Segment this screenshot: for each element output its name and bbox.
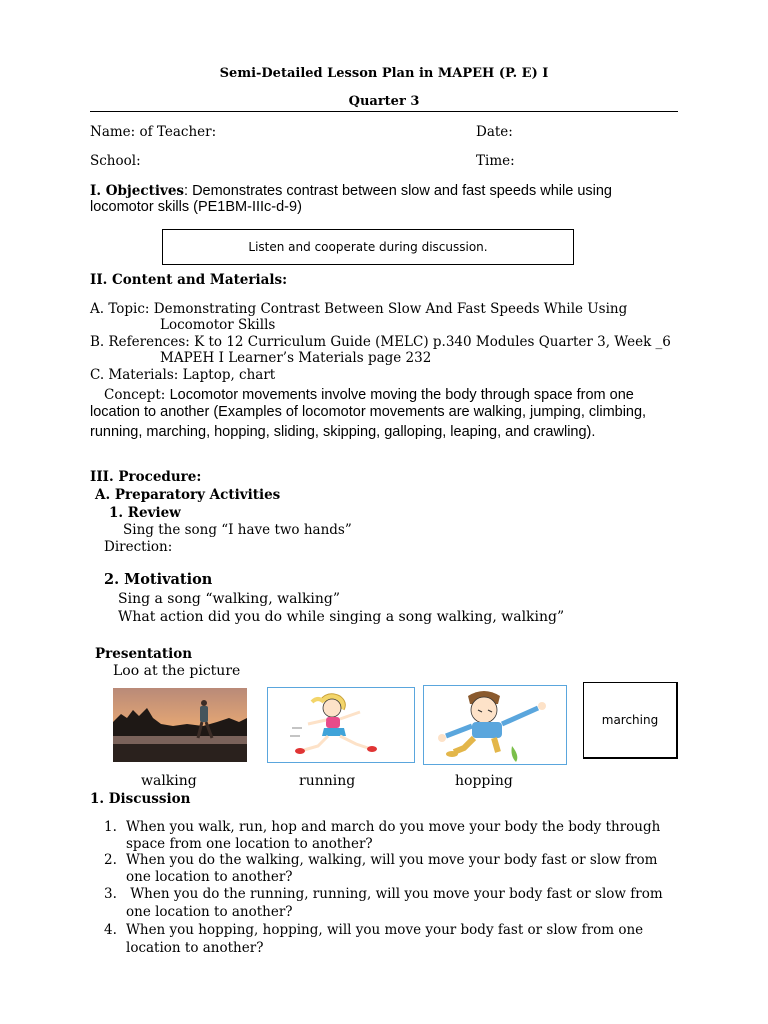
references-line-1: B. References: K to 12 Curriculum Guide (MELC) p.340 Modules Quarter 3, Week _6 — [90, 334, 671, 350]
preparatory-heading: A. Preparatory Activities — [95, 487, 281, 503]
references-line-2: MAPEH I Learner’s Materials page 232 — [160, 350, 432, 366]
objectives-text: : Demonstrates contrast between slow and fast speeds while using — [184, 183, 612, 199]
motivation-text-1: Sing a song “walking, walking” — [118, 591, 341, 607]
discussion-item-continued: location to another? — [126, 940, 264, 956]
review-text: Sing the song “I have two hands” — [123, 522, 352, 538]
discussion-item-text: When you walk, run, hop and march do you move your body the body through — [126, 819, 661, 835]
hopping-picture — [423, 685, 567, 765]
discussion-heading: 1. Discussion — [90, 791, 191, 807]
discussion-item-number: 3. — [104, 886, 117, 902]
concept-text-3: running, marching, hopping, sliding, skipping, galloping, leaping, and crawling). — [90, 424, 596, 440]
objectives-line — [90, 180, 612, 199]
quarter-label: Quarter 3 — [348, 94, 420, 109]
walking-caption: walking — [141, 773, 197, 789]
discussion-item-continued: one location to another? — [126, 869, 293, 885]
discussion-item-continued: one location to another? — [126, 904, 293, 920]
concept-text-1: Locomotor movements involve moving the body through space from one — [169, 387, 634, 403]
discussion-item-text: When you hopping, hopping, will you move your body fast or slow from one — [126, 922, 644, 938]
objective-box: Listen and cooperate during discussion. — [162, 229, 574, 265]
teacher-label: Name: of Teacher: — [90, 124, 217, 140]
motivation-text-2: What action did you do while singing a song walking, walking” — [118, 609, 565, 625]
topic-line-2: Locomotor Skills — [160, 317, 276, 333]
header-rule — [90, 111, 678, 112]
discussion-item-text: When you do the walking, walking, will you move your body fast or slow from — [126, 852, 658, 868]
presentation-text: Loo at the picture — [113, 663, 241, 679]
presentation-heading: Presentation — [95, 646, 193, 662]
discussion-item — [104, 922, 643, 938]
discussion-item-number: 2. — [104, 852, 117, 868]
date-label: Date: — [476, 124, 513, 140]
content-heading: II. Content and Materials: — [90, 272, 288, 288]
discussion-item-number: 1. — [104, 819, 117, 835]
objectives-heading: I. Objectives — [90, 183, 185, 199]
document-title: Semi-Detailed Lesson Plan in MAPEH (P. E) I — [219, 66, 549, 81]
objectives-text-2: locomotor skills (PE1BM-IIIc-d-9) — [90, 199, 302, 215]
time-label: Time: — [476, 153, 515, 169]
hopping-caption: hopping — [455, 773, 513, 789]
marching-box: marching — [583, 682, 678, 759]
running-picture — [267, 687, 415, 763]
school-label: School: — [90, 153, 141, 169]
discussion-item-number: 4. — [104, 922, 117, 938]
discussion-item — [104, 886, 663, 902]
topic-line-1: A. Topic: Demonstrating Contrast Between Slow And Fast Speeds While Using — [90, 301, 628, 317]
discussion-item — [104, 819, 660, 835]
direction-label: Direction: — [104, 539, 173, 555]
discussion-item — [104, 852, 657, 868]
concept-text-2: location to another (Examples of locomotor movements are walking, jumping, climbing, — [90, 404, 647, 420]
review-heading: 1. Review — [109, 505, 181, 521]
concept-label: Concept: — [104, 387, 170, 403]
procedure-heading: III. Procedure: — [90, 469, 202, 485]
walking-picture — [113, 688, 247, 762]
materials-line: C. Materials: Laptop, chart — [90, 367, 276, 383]
concept-line-1 — [104, 384, 634, 403]
discussion-item-text: When you do the running, running, will you move your body fast or slow from — [126, 886, 663, 902]
discussion-item-continued: space from one location to another? — [126, 836, 373, 852]
running-caption: running — [299, 773, 356, 789]
motivation-heading: 2. Motivation — [104, 571, 213, 588]
